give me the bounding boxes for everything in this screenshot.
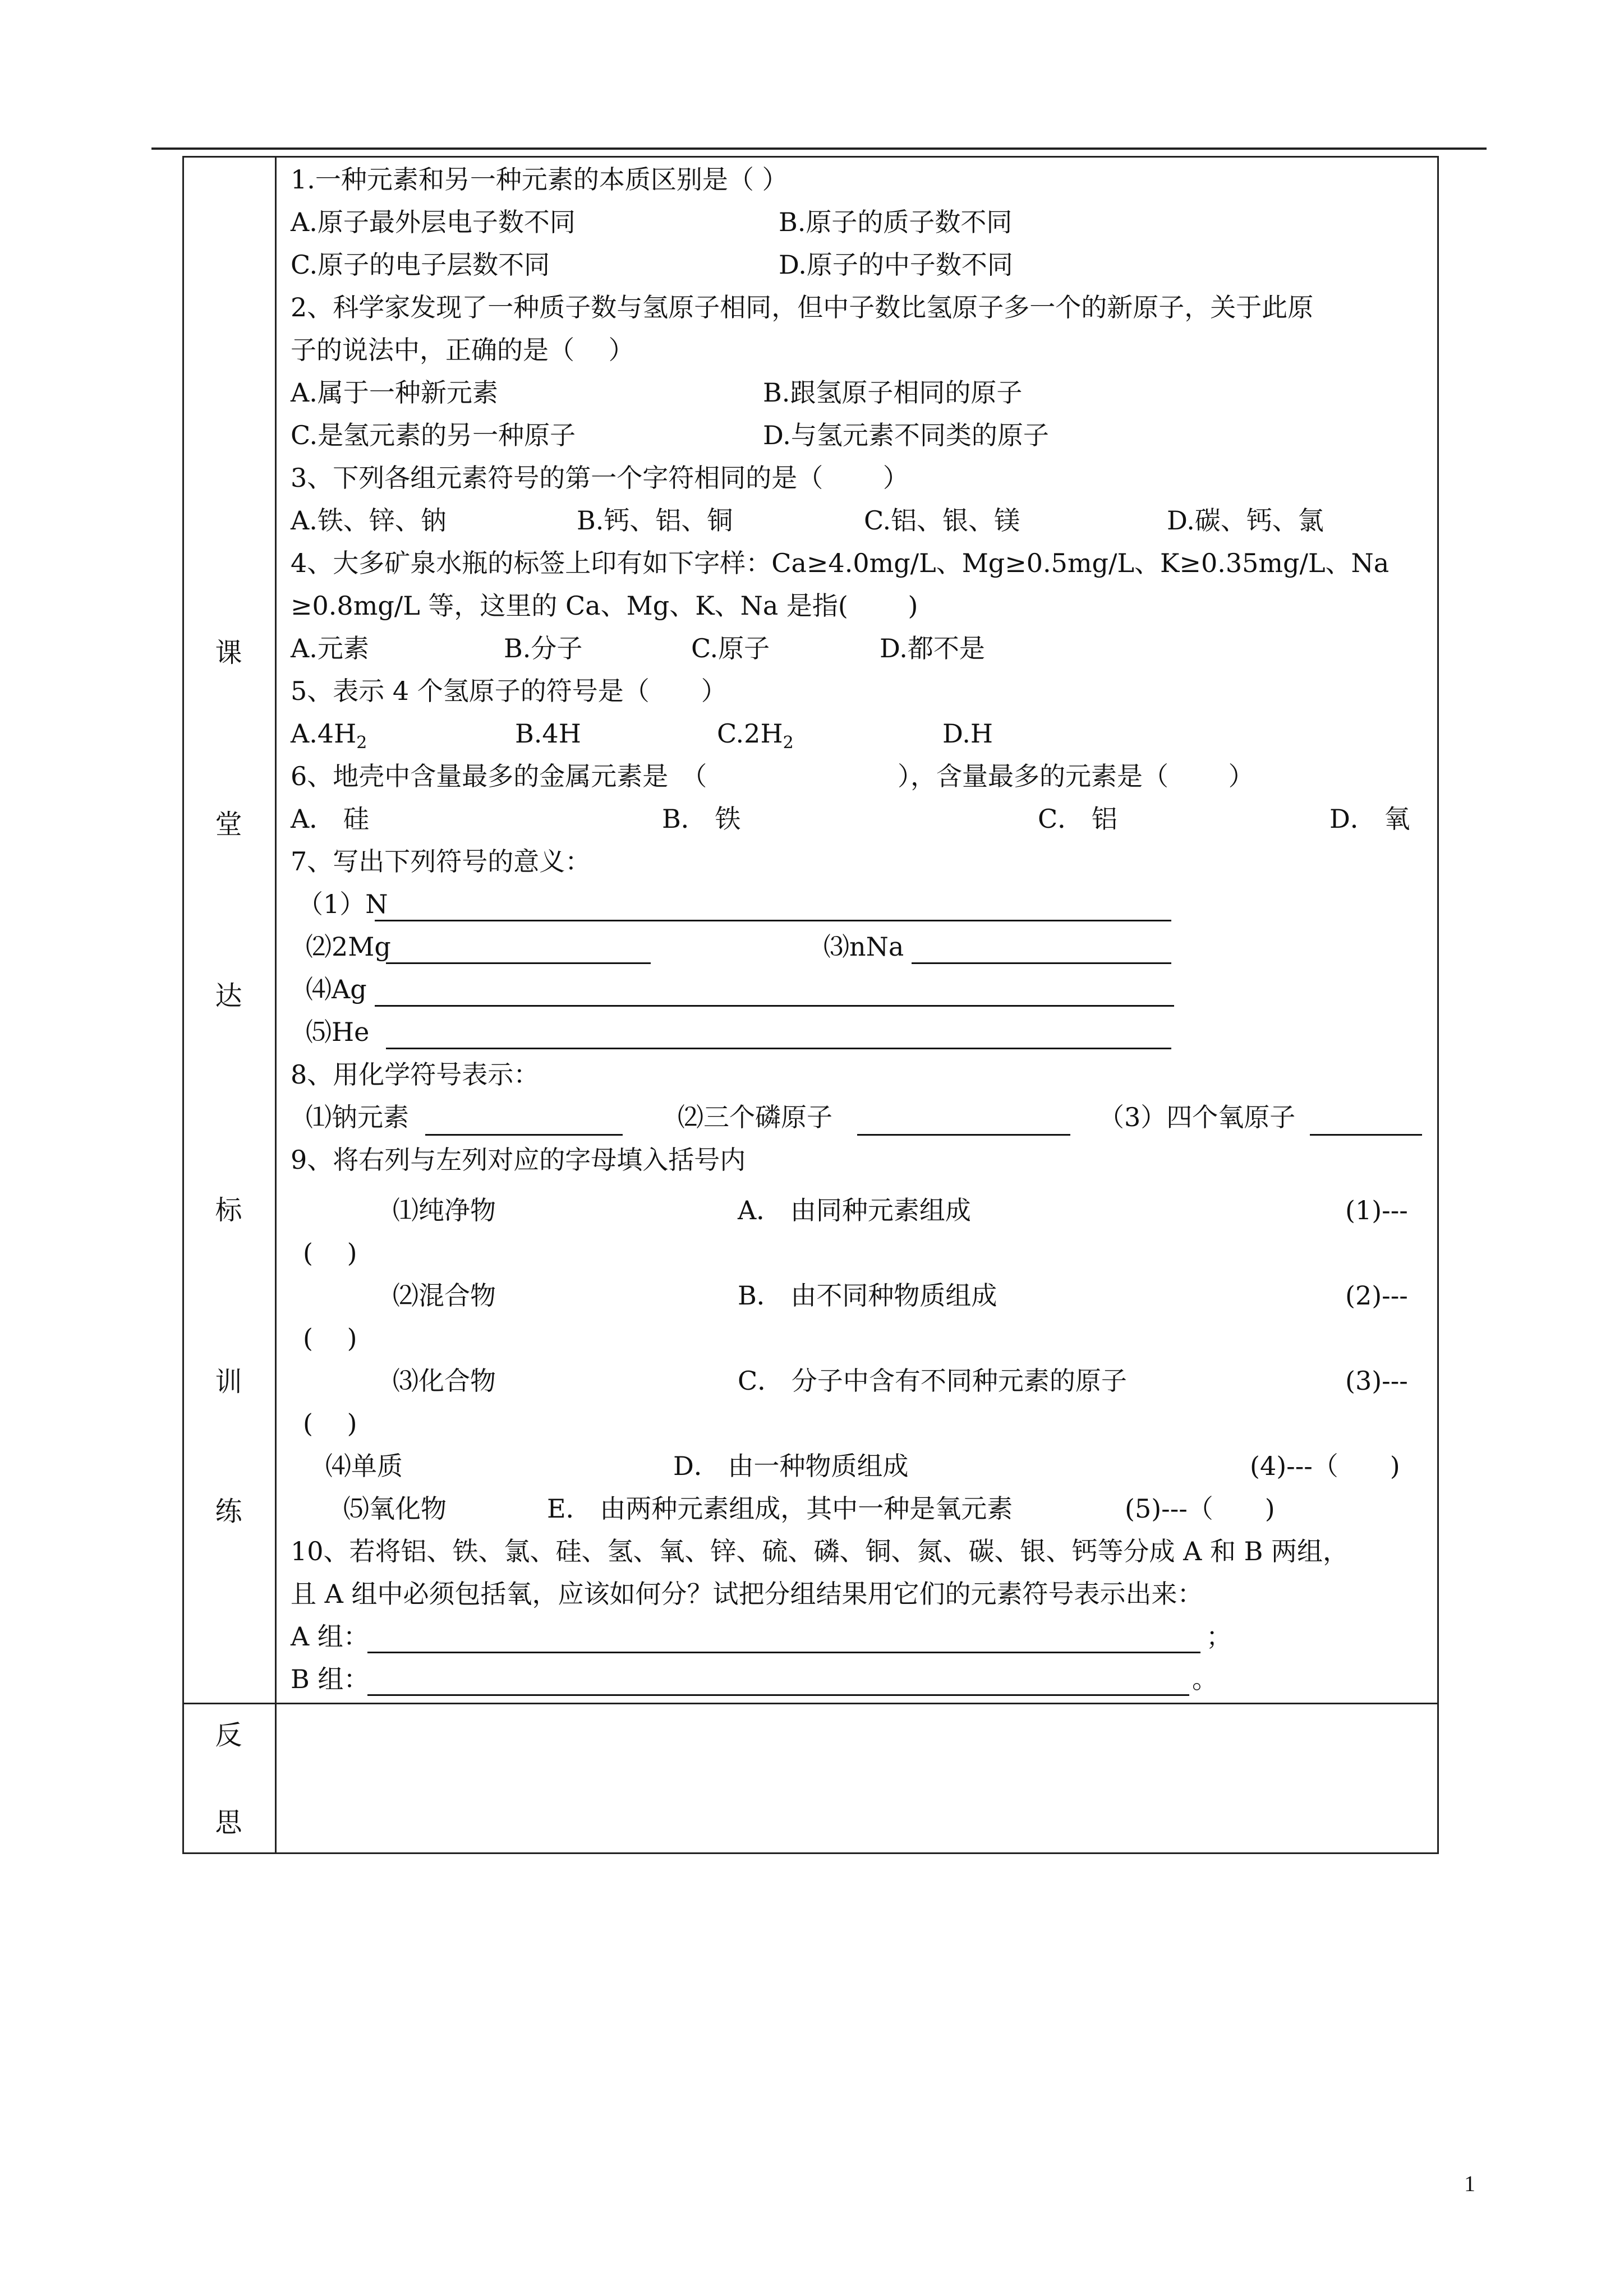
question-3-option-c: C.铝、银、镁: [864, 505, 1020, 536]
matching-right-item: C． 分子中含有不同种元素的原子: [738, 1366, 1127, 1396]
matching-left-item: ⑵混合物: [393, 1280, 496, 1311]
question-2-stem: 2、科学家发现了一种质子数与氢原子相同，但中子数比氢原子多一个的新原子，关于此原: [291, 292, 1314, 322]
question-2-option-c: C.是氢元素的另一种原子: [291, 420, 576, 450]
matching-left-item: ⑶化合物: [393, 1366, 496, 1396]
page-number: 1: [1464, 2171, 1475, 2196]
group-a-label: A 组：: [291, 1621, 369, 1652]
answer-blank[interactable]: [375, 1005, 1174, 1007]
answer-blank[interactable]: [386, 962, 651, 964]
matching-answer-marker[interactable]: (5)---（ ): [1125, 1493, 1275, 1524]
answer-blank[interactable]: [375, 920, 1171, 921]
question-5-option-b: B.4H: [515, 718, 581, 749]
question-4-option-a: A.元素: [291, 633, 369, 663]
question-2-option-b: B.跟氢原子相同的原子: [763, 377, 1023, 408]
side-label-char: 训: [215, 1366, 242, 1398]
question-7-item-1: （1）N: [297, 889, 388, 919]
question-6-option-b: B． 铁: [662, 804, 741, 834]
group-b-label: B 组：: [291, 1664, 370, 1694]
question-2-option-d: D.与氢元素不同类的原子: [763, 420, 1049, 450]
answer-blank[interactable]: [386, 1048, 1171, 1049]
matching-answer-paren[interactable]: ( ): [303, 1323, 357, 1353]
question-8-stem: 8、用化学符号表示：: [291, 1059, 540, 1090]
question-1-stem: 1.一种元素和另一种元素的本质区别是（ ）: [291, 164, 788, 195]
question-5-stem: 5、表示 4 个氢原子的符号是（ ）: [291, 676, 727, 706]
matching-answer-marker: (3)---: [1345, 1366, 1408, 1396]
question-3-option-a: A.铁、锌、钠: [291, 505, 447, 536]
question-5-option-c: $C.2H_2$: [717, 718, 794, 753]
question-6-stem-cont: ），含量最多的元素是（ ）: [898, 761, 1254, 791]
matching-answer-paren[interactable]: ( ): [303, 1408, 357, 1439]
question-4-option-c: C.原子: [691, 633, 770, 663]
question-2-stem-cont: 子的说法中，正确的是（ ）: [291, 335, 634, 365]
question-3-option-d: D.碳、钙、氯: [1167, 505, 1324, 536]
question-6-option-a: A． 硅: [291, 804, 369, 834]
group-b-end: 。: [1192, 1664, 1218, 1694]
matching-answer-marker: (2)---: [1345, 1280, 1408, 1311]
answer-blank[interactable]: [367, 1652, 1200, 1653]
header-rule: [151, 147, 1487, 150]
table-column-divider: [275, 156, 277, 1854]
matching-right-item: E． 由两种元素组成，其中一种是氧元素: [547, 1493, 1013, 1524]
question-4-stem-cont: ≥0.8mg/L 等，这里的 Ca、Mg、K、Na 是指( ): [291, 591, 918, 621]
answer-blank[interactable]: [1310, 1134, 1422, 1136]
side-label-char: 课: [215, 637, 242, 668]
question-1-option-c: C.原子的电子层数不同: [291, 250, 550, 280]
side-label-char: 练: [215, 1496, 242, 1527]
question-3-stem: 3、下列各组元素符号的第一个字符相同的是（ ）: [291, 463, 909, 493]
matching-right-item: A． 由同种元素组成: [738, 1195, 971, 1225]
question-10-stem: 10、若将铝、铁、氯、硅、氢、氧、锌、硫、磷、铜、氮、碳、银、钙等分成 A 和 B 两组，: [291, 1536, 1349, 1566]
question-7-item-4: ⑷Ag: [306, 974, 367, 1004]
answer-blank[interactable]: [857, 1134, 1070, 1136]
question-6-option-d: D． 氧: [1329, 804, 1410, 834]
question-3-option-b: B.钙、铝、铜: [577, 505, 733, 536]
question-8-item-1: ⑴钠元素: [306, 1102, 409, 1132]
answer-blank[interactable]: [367, 1694, 1189, 1696]
matching-right-item: D． 由一种物质组成: [673, 1451, 909, 1481]
question-7-item-2: ⑵2Mg: [306, 932, 391, 962]
matching-left-item: ⑸氧化物: [343, 1493, 447, 1524]
question-7-item-5: ⑸He: [306, 1017, 370, 1047]
question-9-stem: 9、将右列与左列对应的字母填入括号内: [291, 1145, 746, 1175]
matching-right-item: B． 由不同种物质组成: [738, 1280, 997, 1311]
question-2-option-a: A.属于一种新元素: [291, 377, 498, 408]
table-row-divider: [182, 1703, 1439, 1704]
side-label-char: 堂: [215, 809, 242, 840]
matching-answer-paren[interactable]: ( ): [303, 1238, 357, 1268]
matching-answer-marker[interactable]: (4)---（ ): [1250, 1451, 1400, 1481]
question-5-option-a: $A.4H_2$: [291, 718, 367, 753]
question-1-option-b: B.原子的质子数不同: [779, 207, 1013, 237]
question-1-option-a: A.原子最外层电子数不同: [291, 207, 576, 237]
question-10-stem-cont: 且 A 组中必须包括氧，应该如何分？试把分组结果用它们的元素符号表示出来：: [291, 1579, 1203, 1609]
question-1-option-d: D.原子的中子数不同: [779, 250, 1013, 280]
question-7-stem: 7、写出下列符号的意义：: [291, 846, 591, 877]
question-4-stem: 4、大多矿泉水瓶的标签上印有如下字样：Ca≥4.0mg/L、Mg≥0.5mg/L、K≥0.35mg/L、Na: [291, 548, 1390, 578]
question-8-item-3: （3）四个氧原子: [1098, 1102, 1296, 1132]
group-a-end: ；: [1206, 1621, 1232, 1652]
matching-left-item: ⑷单质: [325, 1451, 403, 1481]
side-label-char: 达: [215, 980, 242, 1012]
reflection-label-char: 思: [215, 1807, 242, 1838]
question-4-option-b: B.分子: [504, 633, 583, 663]
answer-blank[interactable]: [912, 962, 1171, 964]
question-6-stem: 6、地壳中含量最多的金属元素是 （: [291, 761, 707, 791]
matching-left-item: ⑴纯净物: [393, 1195, 496, 1225]
question-6-option-c: C． 铝: [1038, 804, 1117, 834]
matching-answer-marker: (1)---: [1345, 1195, 1408, 1225]
question-8-item-2: ⑵三个磷原子: [678, 1102, 832, 1132]
question-5-option-d: D.H: [942, 718, 993, 749]
question-7-item-3: ⑶nNa: [823, 932, 904, 962]
reflection-label-char: 反: [215, 1719, 242, 1751]
question-4-option-d: D.都不是: [880, 633, 985, 663]
side-label-char: 标: [215, 1195, 242, 1226]
answer-blank[interactable]: [425, 1134, 623, 1136]
